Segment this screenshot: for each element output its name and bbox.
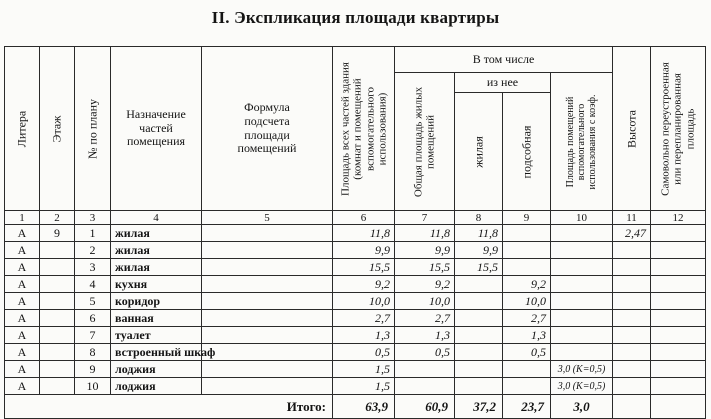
cell-etazh <box>40 259 75 276</box>
cell-zhil <box>455 361 503 378</box>
cell-vsp <box>551 310 613 327</box>
cell-no: 4 <box>75 276 111 293</box>
cell-all: 11,8 <box>333 225 395 242</box>
cell-formula <box>202 344 333 361</box>
cell-vsp <box>551 225 613 242</box>
cell-zhil <box>455 344 503 361</box>
cell-vsp <box>551 293 613 310</box>
cell-sam <box>651 225 706 242</box>
cell-no: 8 <box>75 344 111 361</box>
cell-obsh: 0,5 <box>395 344 455 361</box>
cell-litera: А <box>5 259 40 276</box>
cell-vsp <box>551 276 613 293</box>
total-vys <box>613 395 651 419</box>
cell-litera: А <box>5 225 40 242</box>
header-etazh: Этаж <box>40 47 75 211</box>
colnum: 2 <box>40 211 75 225</box>
cell-pods <box>503 242 551 259</box>
cell-zhil <box>455 276 503 293</box>
colnum: 9 <box>503 211 551 225</box>
colnum: 5 <box>202 211 333 225</box>
cell-litera: А <box>5 310 40 327</box>
total-pods: 23,7 <box>503 395 551 419</box>
table-row <box>5 344 706 361</box>
header-podsobnaya: подсобная <box>503 93 551 211</box>
cell-obsh <box>395 361 455 378</box>
cell-name: туалет <box>111 327 202 344</box>
colnum: 3 <box>75 211 111 225</box>
cell-formula <box>202 225 333 242</box>
colnum: 6 <box>333 211 395 225</box>
cell-sam <box>651 327 706 344</box>
header-nomer: № по плану <box>75 47 111 211</box>
cell-etazh <box>40 327 75 344</box>
cell-obsh: 9,9 <box>395 242 455 259</box>
cell-pods: 10,0 <box>503 293 551 310</box>
total-zhil: 37,2 <box>455 395 503 419</box>
cell-vys <box>613 276 651 293</box>
cell-formula <box>202 378 333 395</box>
cell-all: 1,3 <box>333 327 395 344</box>
header-vspomogat: Площадь помещений вспомогательного использования с коэф. <box>551 73 613 211</box>
cell-zhil <box>455 293 503 310</box>
cell-pods <box>503 378 551 395</box>
cell-formula <box>202 310 333 327</box>
column-numbers-row <box>5 211 706 225</box>
cell-pods: 2,7 <box>503 310 551 327</box>
cell-pods: 0,5 <box>503 344 551 361</box>
cell-name: встроенный шкаф <box>111 344 202 361</box>
cell-zhil: 9,9 <box>455 242 503 259</box>
data-rows <box>5 225 706 395</box>
table-row <box>5 361 706 378</box>
cell-etazh <box>40 242 75 259</box>
cell-etazh <box>40 361 75 378</box>
cell-formula <box>202 276 333 293</box>
total-obsh: 60,9 <box>395 395 455 419</box>
cell-name: жилая <box>111 259 202 276</box>
cell-sam <box>651 276 706 293</box>
cell-vys <box>613 378 651 395</box>
cell-name: жилая <box>111 225 202 242</box>
cell-vsp: 3,0 (K=0,5) <box>551 361 613 378</box>
header-iz-nee: из нее <box>455 73 551 93</box>
cell-all: 0,5 <box>333 344 395 361</box>
header-v-tom-chisle: В том числе <box>395 47 613 73</box>
cell-no: 5 <box>75 293 111 310</box>
total-all: 63,9 <box>333 395 395 419</box>
cell-zhil: 11,8 <box>455 225 503 242</box>
cell-formula <box>202 259 333 276</box>
cell-pods <box>503 361 551 378</box>
cell-pods: 1,3 <box>503 327 551 344</box>
colnum: 10 <box>551 211 613 225</box>
cell-formula <box>202 361 333 378</box>
cell-zhil: 15,5 <box>455 259 503 276</box>
cell-vys <box>613 310 651 327</box>
cell-litera: А <box>5 378 40 395</box>
header-vysota: Высота <box>613 47 651 211</box>
cell-etazh <box>40 378 75 395</box>
header-naznachenie: Назначение частей помещения <box>111 47 202 211</box>
cell-litera: А <box>5 344 40 361</box>
cell-sam <box>651 310 706 327</box>
totals-row <box>5 395 706 419</box>
cell-all: 2,7 <box>333 310 395 327</box>
cell-vys <box>613 344 651 361</box>
cell-vsp <box>551 344 613 361</box>
table-row <box>5 225 706 242</box>
cell-obsh: 11,8 <box>395 225 455 242</box>
cell-sam <box>651 242 706 259</box>
colnum: 12 <box>651 211 706 225</box>
cell-etazh <box>40 276 75 293</box>
cell-vys: 2,47 <box>613 225 651 242</box>
cell-obsh <box>395 378 455 395</box>
totals-label: Итого: <box>5 395 333 419</box>
cell-sam <box>651 378 706 395</box>
cell-vys <box>613 259 651 276</box>
cell-all: 10,0 <box>333 293 395 310</box>
cell-obsh: 10,0 <box>395 293 455 310</box>
cell-vsp <box>551 259 613 276</box>
cell-zhil <box>455 378 503 395</box>
cell-all: 1,5 <box>333 361 395 378</box>
cell-obsh: 15,5 <box>395 259 455 276</box>
table-row <box>5 293 706 310</box>
cell-no: 10 <box>75 378 111 395</box>
cell-etazh <box>40 344 75 361</box>
cell-sam <box>651 361 706 378</box>
cell-litera: А <box>5 242 40 259</box>
cell-vys <box>613 327 651 344</box>
cell-no: 2 <box>75 242 111 259</box>
cell-pods: 9,2 <box>503 276 551 293</box>
cell-no: 3 <box>75 259 111 276</box>
cell-pods <box>503 225 551 242</box>
cell-name: лоджия <box>111 361 202 378</box>
cell-vys <box>613 242 651 259</box>
cell-formula <box>202 293 333 310</box>
header-formula: Формула подсчета площади помещений <box>202 47 333 211</box>
table-row <box>5 310 706 327</box>
colnum: 1 <box>5 211 40 225</box>
header-samovolno: Самовольно переустроенная или перепланированная площадь <box>651 47 706 211</box>
cell-vsp <box>551 242 613 259</box>
table-row <box>5 327 706 344</box>
cell-no: 7 <box>75 327 111 344</box>
cell-formula <box>202 242 333 259</box>
cell-no: 9 <box>75 361 111 378</box>
cell-litera: А <box>5 327 40 344</box>
cell-vys <box>613 293 651 310</box>
cell-obsh: 2,7 <box>395 310 455 327</box>
table-row <box>5 259 706 276</box>
cell-formula <box>202 327 333 344</box>
cell-name: лоджия <box>111 378 202 395</box>
cell-sam <box>651 344 706 361</box>
table-row <box>5 276 706 293</box>
page-title: II. Экспликация площади квартиры <box>211 8 500 27</box>
cell-all: 1,5 <box>333 378 395 395</box>
total-sam <box>651 395 706 419</box>
cell-etazh: 9 <box>40 225 75 242</box>
cell-etazh <box>40 310 75 327</box>
cell-sam <box>651 293 706 310</box>
header-litera: Литера <box>5 47 40 211</box>
cell-vsp <box>551 327 613 344</box>
colnum: 7 <box>395 211 455 225</box>
cell-pods <box>503 259 551 276</box>
cell-all: 9,9 <box>333 242 395 259</box>
header-zhilaya: жилая <box>455 93 503 211</box>
cell-vsp: 3,0 (K=0,5) <box>551 378 613 395</box>
cell-litera: А <box>5 276 40 293</box>
cell-no: 6 <box>75 310 111 327</box>
cell-etazh <box>40 293 75 310</box>
cell-sam <box>651 259 706 276</box>
colnum: 8 <box>455 211 503 225</box>
cell-no: 1 <box>75 225 111 242</box>
cell-name: кухня <box>111 276 202 293</box>
colnum: 4 <box>111 211 202 225</box>
cell-name: коридор <box>111 293 202 310</box>
total-vsp: 3,0 <box>551 395 613 419</box>
cell-vys <box>613 361 651 378</box>
cell-litera: А <box>5 293 40 310</box>
header-row-1 <box>5 47 706 73</box>
header-obshchaya: Общая площадь жилых помещений <box>395 73 455 211</box>
cell-litera: А <box>5 361 40 378</box>
colnum: 11 <box>613 211 651 225</box>
cell-name: ванная <box>111 310 202 327</box>
table-row <box>5 378 706 395</box>
explication-table <box>4 46 706 419</box>
cell-obsh: 9,2 <box>395 276 455 293</box>
cell-all: 9,2 <box>333 276 395 293</box>
cell-all: 15,5 <box>333 259 395 276</box>
cell-zhil <box>455 310 503 327</box>
header-ploshad-vsekh: Площадь всех частей здания (комнат и помещений вспомогательного использования) <box>333 47 395 211</box>
table-row <box>5 242 706 259</box>
cell-zhil <box>455 327 503 344</box>
cell-obsh: 1,3 <box>395 327 455 344</box>
cell-name: жилая <box>111 242 202 259</box>
